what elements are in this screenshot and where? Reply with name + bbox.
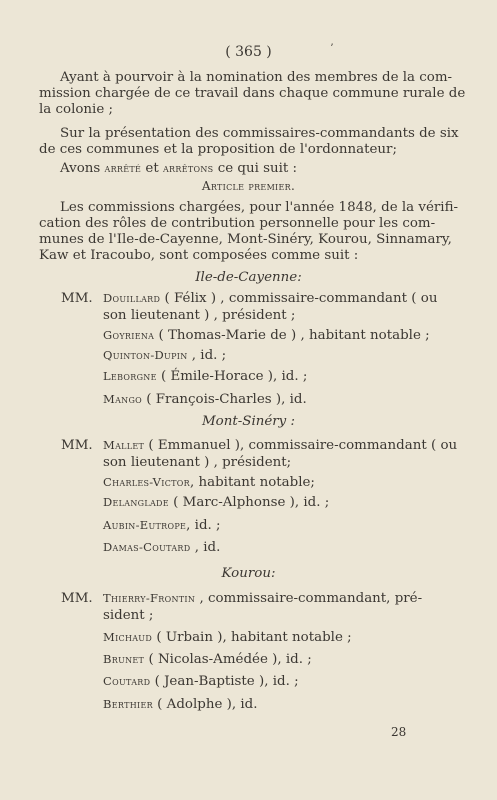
section-heading: Ile-de-Cayenne: [195,270,302,285]
section-heading: Mont-Sinéry : [201,414,296,429]
member-continuation: sident ; [103,608,154,623]
member-continuation: son lieutenant ) , président ; [103,308,296,323]
member-entry: Aubin-Eutrope, id. ; [103,518,221,533]
member-entry: Quinton-Dupin , id. ; [103,348,227,363]
article-line: Les commissions chargées, pour l'année 1848, de la vérifi- [60,200,459,215]
intro-line: de ces communes et la proposition de l'ordonnateur; [39,142,397,157]
decree-formula: Avons arrêté et arrêtons ce qui suit : [60,161,298,176]
member-entry: Delanglade ( Marc-Alphonse ), id. ; [103,495,330,510]
intro-line: Sur la présentation des commissaires-commandants de six [60,126,459,141]
article-line: cation des rôles de contribution personnelle pour les com- [39,216,436,231]
mm-prefix: MM. [61,291,93,306]
mm-prefix: MM. [61,438,93,453]
mm-prefix: MM. [61,591,93,606]
member-entry: Mallet ( Emmanuel ), commissaire-commandant ( ou [103,438,458,453]
article-title: Article premier. [201,179,296,193]
print-speck: ʼ [330,43,334,54]
member-entry: Goyriena ( Thomas-Marie de ) , habitant notable ; [103,328,430,343]
article-line: munes de l'Ile-de-Cayenne, Mont-Sinéry, Kourou, Sinnamary, [39,232,452,247]
member-entry: Brunet ( Nicolas-Amédée ), id. ; [103,652,312,667]
member-entry: Coutard ( Jean-Baptiste ), id. ; [103,674,299,689]
member-continuation: son lieutenant ) , président; [103,455,292,470]
article-line: Kaw et Iracoubo, sont composées comme suit : [39,248,359,263]
intro-line: mission chargée de ce travail dans chaque commune rurale de [39,86,466,101]
member-entry: Leborgne ( Émile-Horace ), id. ; [103,369,308,384]
member-entry: Mango ( François-Charles ), id. [103,392,307,407]
section-heading: Kourou: [221,566,276,581]
page-number: ( 365 ) [225,44,272,60]
member-entry: Berthier ( Adolphe ), id. [103,697,258,712]
member-entry: Douillard ( Félix ) , commissaire-commandant ( ou [103,291,438,306]
member-entry: Thierry-Frontin , commissaire-commandant, pré- [103,591,423,606]
member-entry: Damas-Coutard , id. [103,540,221,555]
intro-line: la colonie ; [39,102,114,117]
signature-mark: 28 [391,725,407,739]
member-entry: Charles-Victor, habitant notable; [103,475,315,490]
member-entry: Michaud ( Urbain ), habitant notable ; [103,630,352,645]
intro-line: Ayant à pourvoir à la nomination des membres de la com- [60,70,453,85]
